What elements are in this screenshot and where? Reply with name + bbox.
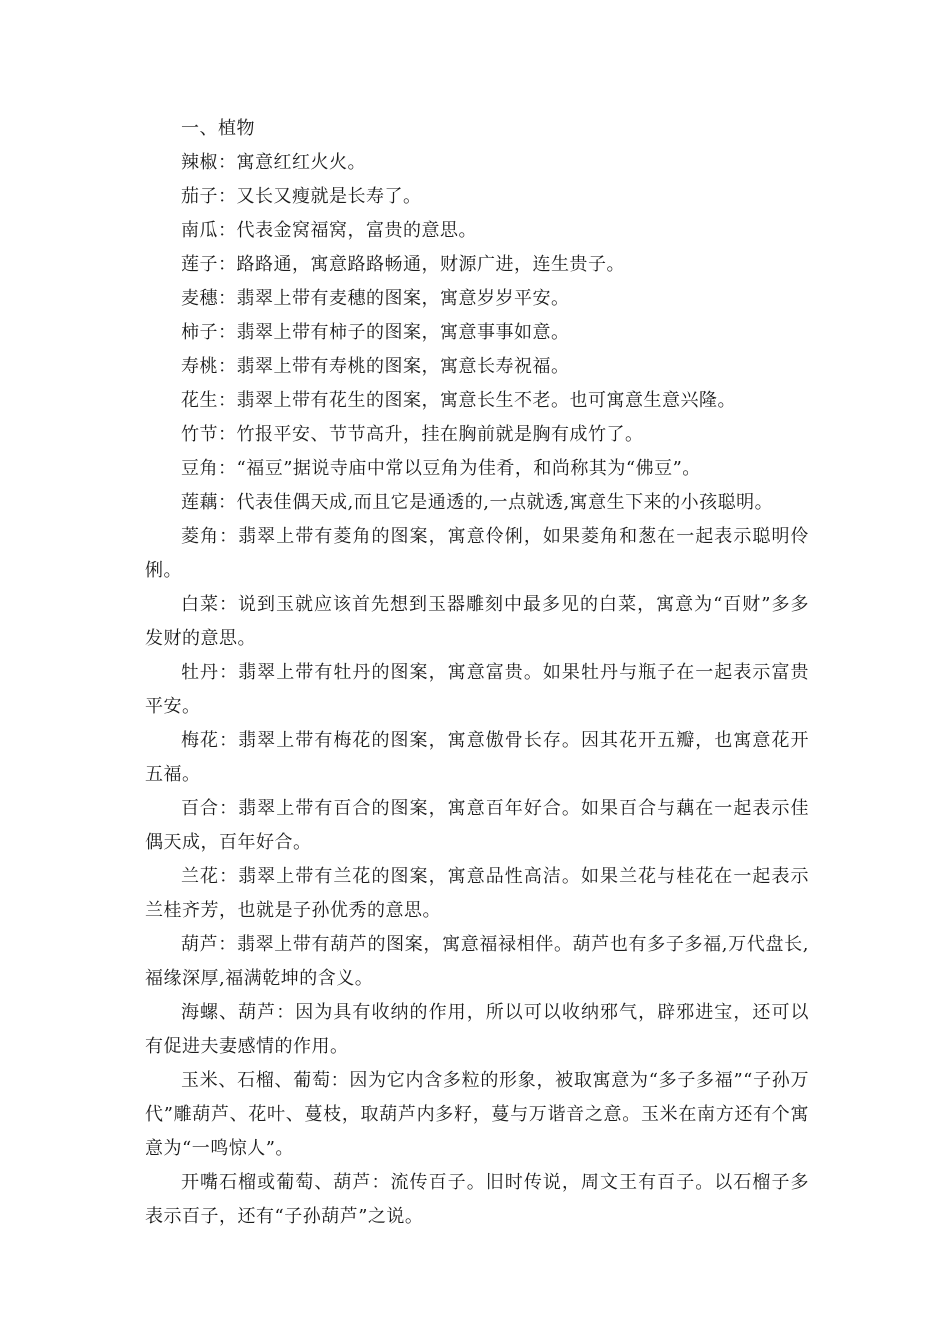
paragraph-lotus-seed: 莲子：路路通，寓意路路畅通，财源广进，连生贵子。	[181, 254, 625, 275]
paragraph-bamboo: 竹节：竹报平安、节节高升，挂在胸前就是胸有成竹了。	[181, 424, 644, 445]
paragraph-cabbage: 白菜：说到玉就应该首先想到玉器雕刻中最多见的白菜，寓意为“百财”多多发财的意思。	[145, 594, 809, 649]
paragraph-bean: 豆角：“福豆”据说寺庙中常以豆角为佳肴，和尚称其为“佛豆”。	[181, 458, 701, 479]
document-body	[145, 112, 809, 1234]
paragraph-lotus-root: 莲藕：代表佳偶天成,而且它是通透的,一点就透,寓意生下来的小孩聪明。	[181, 492, 774, 513]
paragraph-peach: 寿桃：翡翠上带有寿桃的图案，寓意长寿祝福。	[181, 356, 570, 377]
paragraph-water-caltrop: 菱角：翡翠上带有菱角的图案，寓意伶俐，如果菱角和葱在一起表示聪明伶俐。	[145, 526, 809, 581]
paragraph-persimmon: 柿子：翡翠上带有柿子的图案，寓意事事如意。	[181, 322, 570, 343]
paragraph-orchid: 兰花：翡翠上带有兰花的图案，寓意品性高洁。如果兰花与桂花在一起表示兰桂齐芳，也就是子孙优秀的意思。	[145, 866, 809, 921]
paragraph-corn-pomegranate-grape: 玉米、石榴、葡萄：因为它内含多粒的形象，被取寓意为“多子多福”“子孙万代”雕葫芦、花叶、蔓枝，取葫芦内多籽，蔓与万谐音之意。玉米在南方还有个寓意为“一鸣惊人”。	[145, 1070, 809, 1159]
paragraph-gourd: 葫芦：翡翠上带有葫芦的图案，寓意福禄相伴。葫芦也有多子多福,万代盘长,福缘深厚,福满乾坤的含义。	[145, 934, 809, 989]
paragraph-open-pomegranate: 开嘴石榴或葡萄、葫芦：流传百子。旧时传说，周文王有百子。以石榴子多表示百子，还有“子孙葫芦”之说。	[145, 1172, 809, 1227]
paragraph-chili: 辣椒：寓意红红火火。	[181, 152, 366, 173]
paragraph-plum-blossom: 梅花：翡翠上带有梅花的图案，寓意傲骨长存。因其花开五瓣，也寓意花开五福。	[145, 730, 809, 785]
paragraph-lily: 百合：翡翠上带有百合的图案，寓意百年好合。如果百合与藕在一起表示佳偶天成，百年好合。	[145, 798, 809, 853]
paragraph-eggplant: 茄子：又长又瘦就是长寿了。	[181, 186, 422, 207]
paragraph-conch-gourd: 海螺、葫芦：因为具有收纳的作用，所以可以收纳邪气，辟邪进宝，还可以有促进夫妻感情的作用。	[145, 1002, 809, 1057]
paragraph-wheat: 麦穗：翡翠上带有麦穗的图案，寓意岁岁平安。	[181, 288, 570, 309]
paragraph-peony: 牡丹：翡翠上带有牡丹的图案，寓意富贵。如果牡丹与瓶子在一起表示富贵平安。	[145, 662, 809, 717]
paragraph-pumpkin: 南瓜：代表金窝福窝，富贵的意思。	[181, 220, 477, 241]
paragraph-peanut: 花生：翡翠上带有花生的图案，寓意长生不老。也可寓意生意兴隆。	[181, 390, 736, 411]
section-title: 一、植物	[181, 118, 255, 139]
